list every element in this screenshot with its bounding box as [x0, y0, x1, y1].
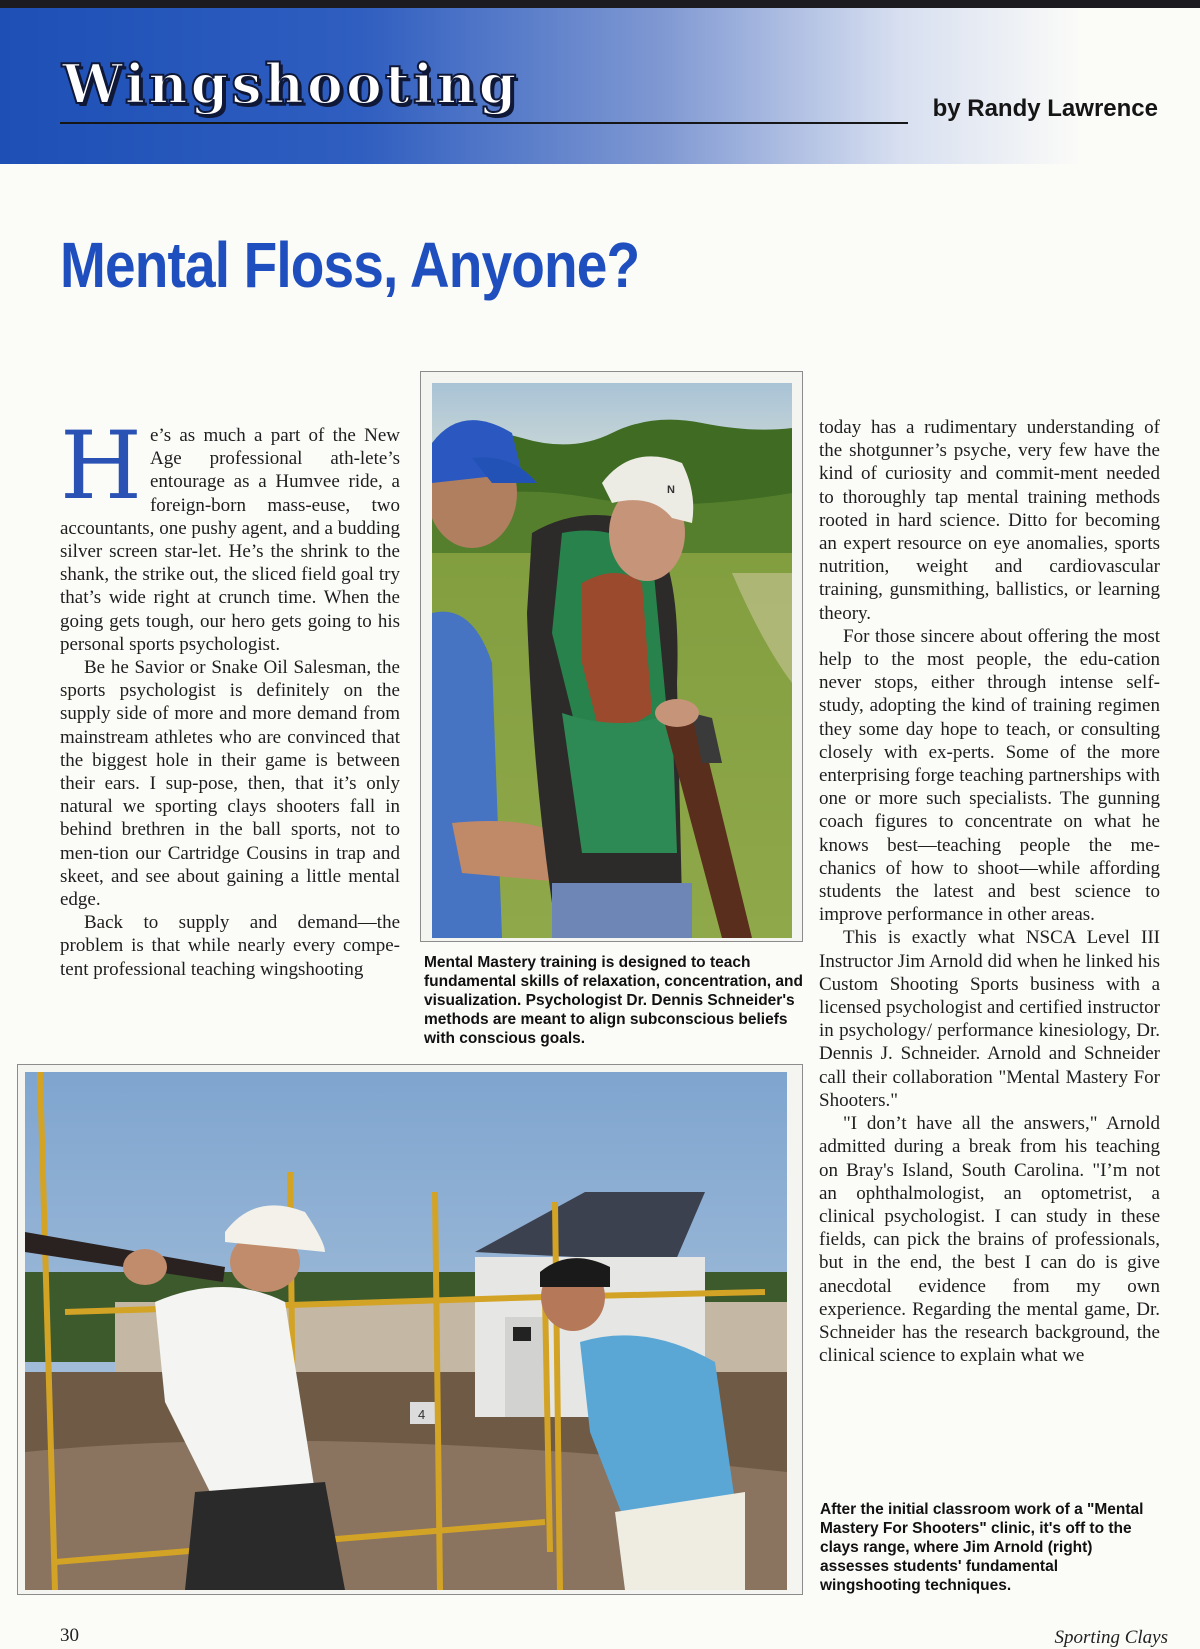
- top-edge-bar: [0, 0, 1200, 8]
- paragraph-2: Be he Savior or Snake Oil Salesman, the sports psychologist is definitely on the supply side of more and more demand from mainstream athletes who are convinced that the biggest hole in their game is between their ears. I sup-pose, then, that it’s only natural we sporting clays shooters fall in behind brethren in the ball sports, not to men-tion our Cartridge Cousins in trap and skeet, and see about gaining a little mental edge.: [60, 657, 400, 911]
- section-title: Wingshooting: [62, 52, 520, 116]
- photo-instructors-with-shotgun: [432, 383, 792, 938]
- paragraph-col3-1: today has a rudimentary understanding of the shotgunner’s psyche, very few have the kind of curiosity and commit-ment needed to thoroughly tap mental training methods rooted in hard science. Ditto for becoming an expert resource on eye anomalies, sports nutrition, weight and cardiovascular training, gunsmithing, ballistics, or learning theory.: [819, 417, 1160, 624]
- station-number: 4: [418, 1407, 426, 1422]
- paragraph-col3-2: For those sincere about offering the most help to the most people, the edu-cation never stops, either through intense self-study, adopting the kind of training regimen they some day hope to teach, or consulting closely with ex-perts. Some of the more enterprising forge teaching partnerships with one or more such specialists. The gunning coach figures to concentrate on what he knows best—teaching people the me-chanics of how to shoot—while affording students the latest and best science to improve performance in other areas.: [819, 625, 1160, 926]
- paragraph-1: [60, 412, 400, 656]
- paragraph-3: Back to supply and demand—the problem is that while nearly every compe-tent professional teaching wingshooting: [60, 912, 400, 980]
- article-column-1: [60, 412, 400, 981]
- photo-1-caption: Mental Mastery training is designed to teach fundamental skills of relaxation, concentration, and visualization. Psychologist Dr. Dennis Schneider's methods are meant to align subconscious beliefs with conscious goals.: [424, 954, 803, 1047]
- photo-2-caption: After the initial classroom work of a "Mental Mastery For Shooters" clinic, it's off to the clays range, where Jim Arnold (right) assesses students' fundamental wingshooting techniques.: [820, 1501, 1144, 1594]
- title-rule: [60, 122, 908, 124]
- article-headline: Mental Floss, Anyone?: [60, 229, 640, 301]
- paragraph-col3-4: "I don’t have all the answers," Arnold admitted during a break from his teaching on Bray's Island, South Carolina. "I’m not an ophthalmologist, an optometrist, a clinical psychologist. I can study in these fields, can pick the brains of professionals, but in the end, the best I can do is give anecdotal evidence from my own experience. Regarding the mental game, Dr. Schneider has the research background, the clinical science to explain what we: [819, 1113, 1160, 1367]
- page-number: 30: [60, 1625, 79, 1646]
- paragraph-1-text: e’s as much a part of the New Age professional ath-lete’s entourage as a Humvee ride, a foreign-born mass-euse, two accountants, one pushy agent, and a budding silver screen star-let. He’s the shrink to the shank, the strike out, the sliced field goal try that’s wide right at crunch time. When the going gets tough, our hero gets going to his personal sports psychologist.: [60, 425, 400, 655]
- byline: by Randy Lawrence: [932, 95, 1158, 122]
- magazine-name: Sporting Clays: [1054, 1627, 1168, 1648]
- drop-cap: H: [60, 412, 142, 521]
- article-column-3: [819, 416, 1160, 1367]
- photo-clays-range-instruction: [25, 1072, 787, 1590]
- cap-logo-letter: N: [667, 484, 675, 496]
- paragraph-col3-3: This is exactly what NSCA Level III Instructor Jim Arnold did when he linked his Custom Shooting Sports business with a licensed psychologist and certified instructor in psychology/ performance kinesiology, Dr. Dennis J. Schneider. Arnold and Schneider call their collaboration "Mental Mastery For Shooters.": [819, 927, 1160, 1111]
